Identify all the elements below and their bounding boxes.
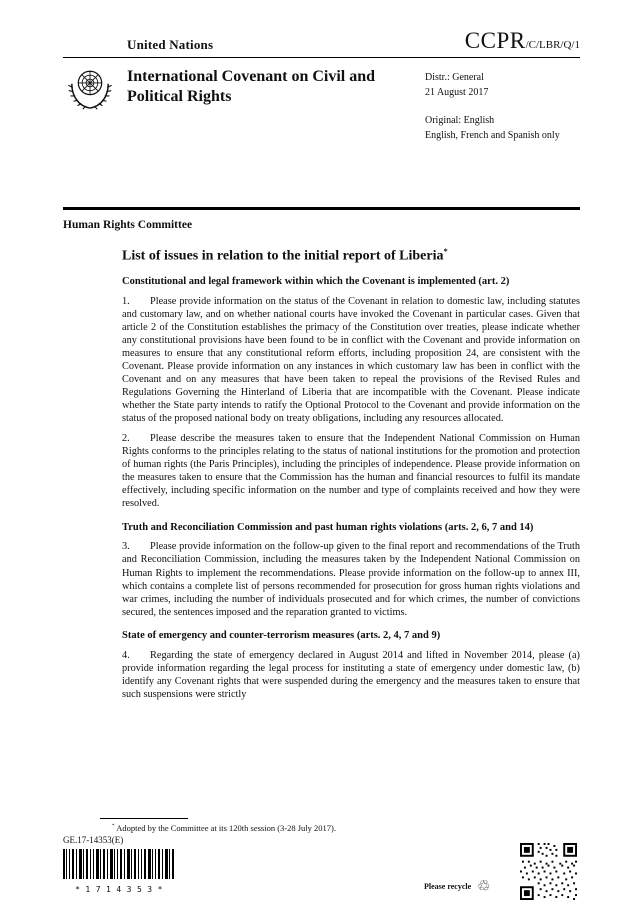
- date-line: 21 August 2017: [425, 87, 489, 98]
- section-heading-truth-commission: Truth and Reconciliation Commission and past human rights violations (arts. 2, 6, 7 and 14): [122, 521, 534, 533]
- original-language-line: Original: English: [425, 115, 495, 126]
- recycle-icon: ♲: [477, 877, 491, 895]
- document-title-text: List of issues in relation to the initial report of Liberia: [122, 248, 444, 264]
- doc-symbol-suffix: /C/LBR/Q/1: [525, 39, 580, 51]
- distr-line: Distr.: General: [425, 72, 484, 83]
- distr-gap: [425, 100, 585, 113]
- section-heading-state-of-emergency: State of emergency and counter-terrorism measures (arts. 2, 4, 7 and 9): [122, 629, 441, 641]
- doc-symbol-main: CCPR: [464, 28, 526, 53]
- barcode-bars: [63, 849, 175, 879]
- footnote-divider: [100, 818, 188, 819]
- committee-name: Human Rights Committee: [63, 219, 193, 231]
- footnote-text: Adopted by the Committee at its 120th session (3-28 July 2017).: [116, 823, 337, 833]
- paragraph-2: [122, 432, 580, 510]
- document-title: [122, 247, 580, 265]
- paragraph-number: 3.: [122, 541, 130, 553]
- paragraph-number: 1.: [122, 295, 130, 307]
- footnote: [112, 823, 532, 833]
- distribution-block: [425, 70, 585, 143]
- paragraph-number: 2.: [122, 433, 130, 445]
- header-thin-divider: [63, 57, 580, 58]
- org-name: United Nations: [127, 37, 214, 52]
- covenant-title: International Covenant on Civil and Political Rights: [127, 68, 376, 106]
- paragraph-3: [122, 540, 580, 618]
- header-thick-rule: [63, 207, 580, 210]
- un-emblem-icon: [64, 63, 116, 115]
- paragraph-text: Please provide information on the status of the Covenant in relation to domestic law, including statutes and customary law, and on whether national courts have invoked the Covenant in particular cases. Given that article 2 of the Constitution establishes the primacy of the Constitution over treaties, please indicate whether any constitutional provisions have been found to be in conflict with the Covenant and provide information on measures to ensure that any constitutional reform efforts, including proposition 24, are consistent with the Covenant. Please provide information on any instances in which customary law has been in conflict with the Covenant and on any measures that have been taken to repeal the provisions of the Revised Rules and Regulations Governing the Hinterland of Liberia that are incompatible with the Covenant. Please indicate whether the State party intends to ratify the Optional Protocol to the Covenant and provide information on the status of the proposed national body on treaty obligations, including any resources allocated.: [122, 295, 580, 425]
- paragraph-number: 4.: [122, 649, 130, 661]
- ge-number: GE.17-14353(E): [63, 835, 124, 845]
- paragraph-1: [122, 295, 580, 426]
- languages-line: English, French and Spanish only: [425, 130, 560, 141]
- footnote-marker: *: [112, 823, 115, 830]
- barcode: [63, 849, 175, 894]
- paragraph-text: Regarding the state of emergency declared in August 2014 and lifted in November 2014, please (a) provide information regarding the legal process for instituting a state of emergency under domestic law, (b) identify any Covenant rights that were suspended during the emergency and the measures taken to ensure that such suspensions were strictly: [122, 649, 580, 700]
- section-heading-constitutional: Constitutional and legal framework within which the Covenant is implemented (art. 2): [122, 275, 510, 287]
- paragraph-text: Please describe the measures taken to ensure that the Independent National Commission on Human Rights conforms to the principles relating to the status of national institutions for the promotion and protection of human rights (the Paris Principles), including the principles of independence. Please provide information on the measures taken to ensure that the Commission has the human and financial resources to fulfil its mandate effectively, including specific information on the number and type of complaints received and how they were resolved.: [122, 433, 580, 510]
- recycle-label: Please recycle: [424, 882, 472, 891]
- paragraph-4: [122, 649, 580, 701]
- barcode-text: *1714353*: [75, 885, 168, 894]
- paragraph-text: Please provide information on the follow-up given to the final report and recommendations of the Truth and Reconciliation Commission, including the measures taken by the Independent National Commission on Human Rights to implement the recommendations. Please provide information on the follow-up to annex III, which contains a complete list of persons recommended for prosecution for gross human rights violations and war crimes, including the number of individuals prosecuted and for which crimes, the number of convictions secured, the sentences imposed and the reparation granted to victims.: [122, 541, 580, 618]
- document-body: [122, 247, 580, 708]
- doc-symbol: [465, 28, 580, 54]
- recycle-note: [424, 879, 491, 894]
- qr-code: [520, 843, 577, 900]
- title-footnote-marker: *: [443, 247, 448, 256]
